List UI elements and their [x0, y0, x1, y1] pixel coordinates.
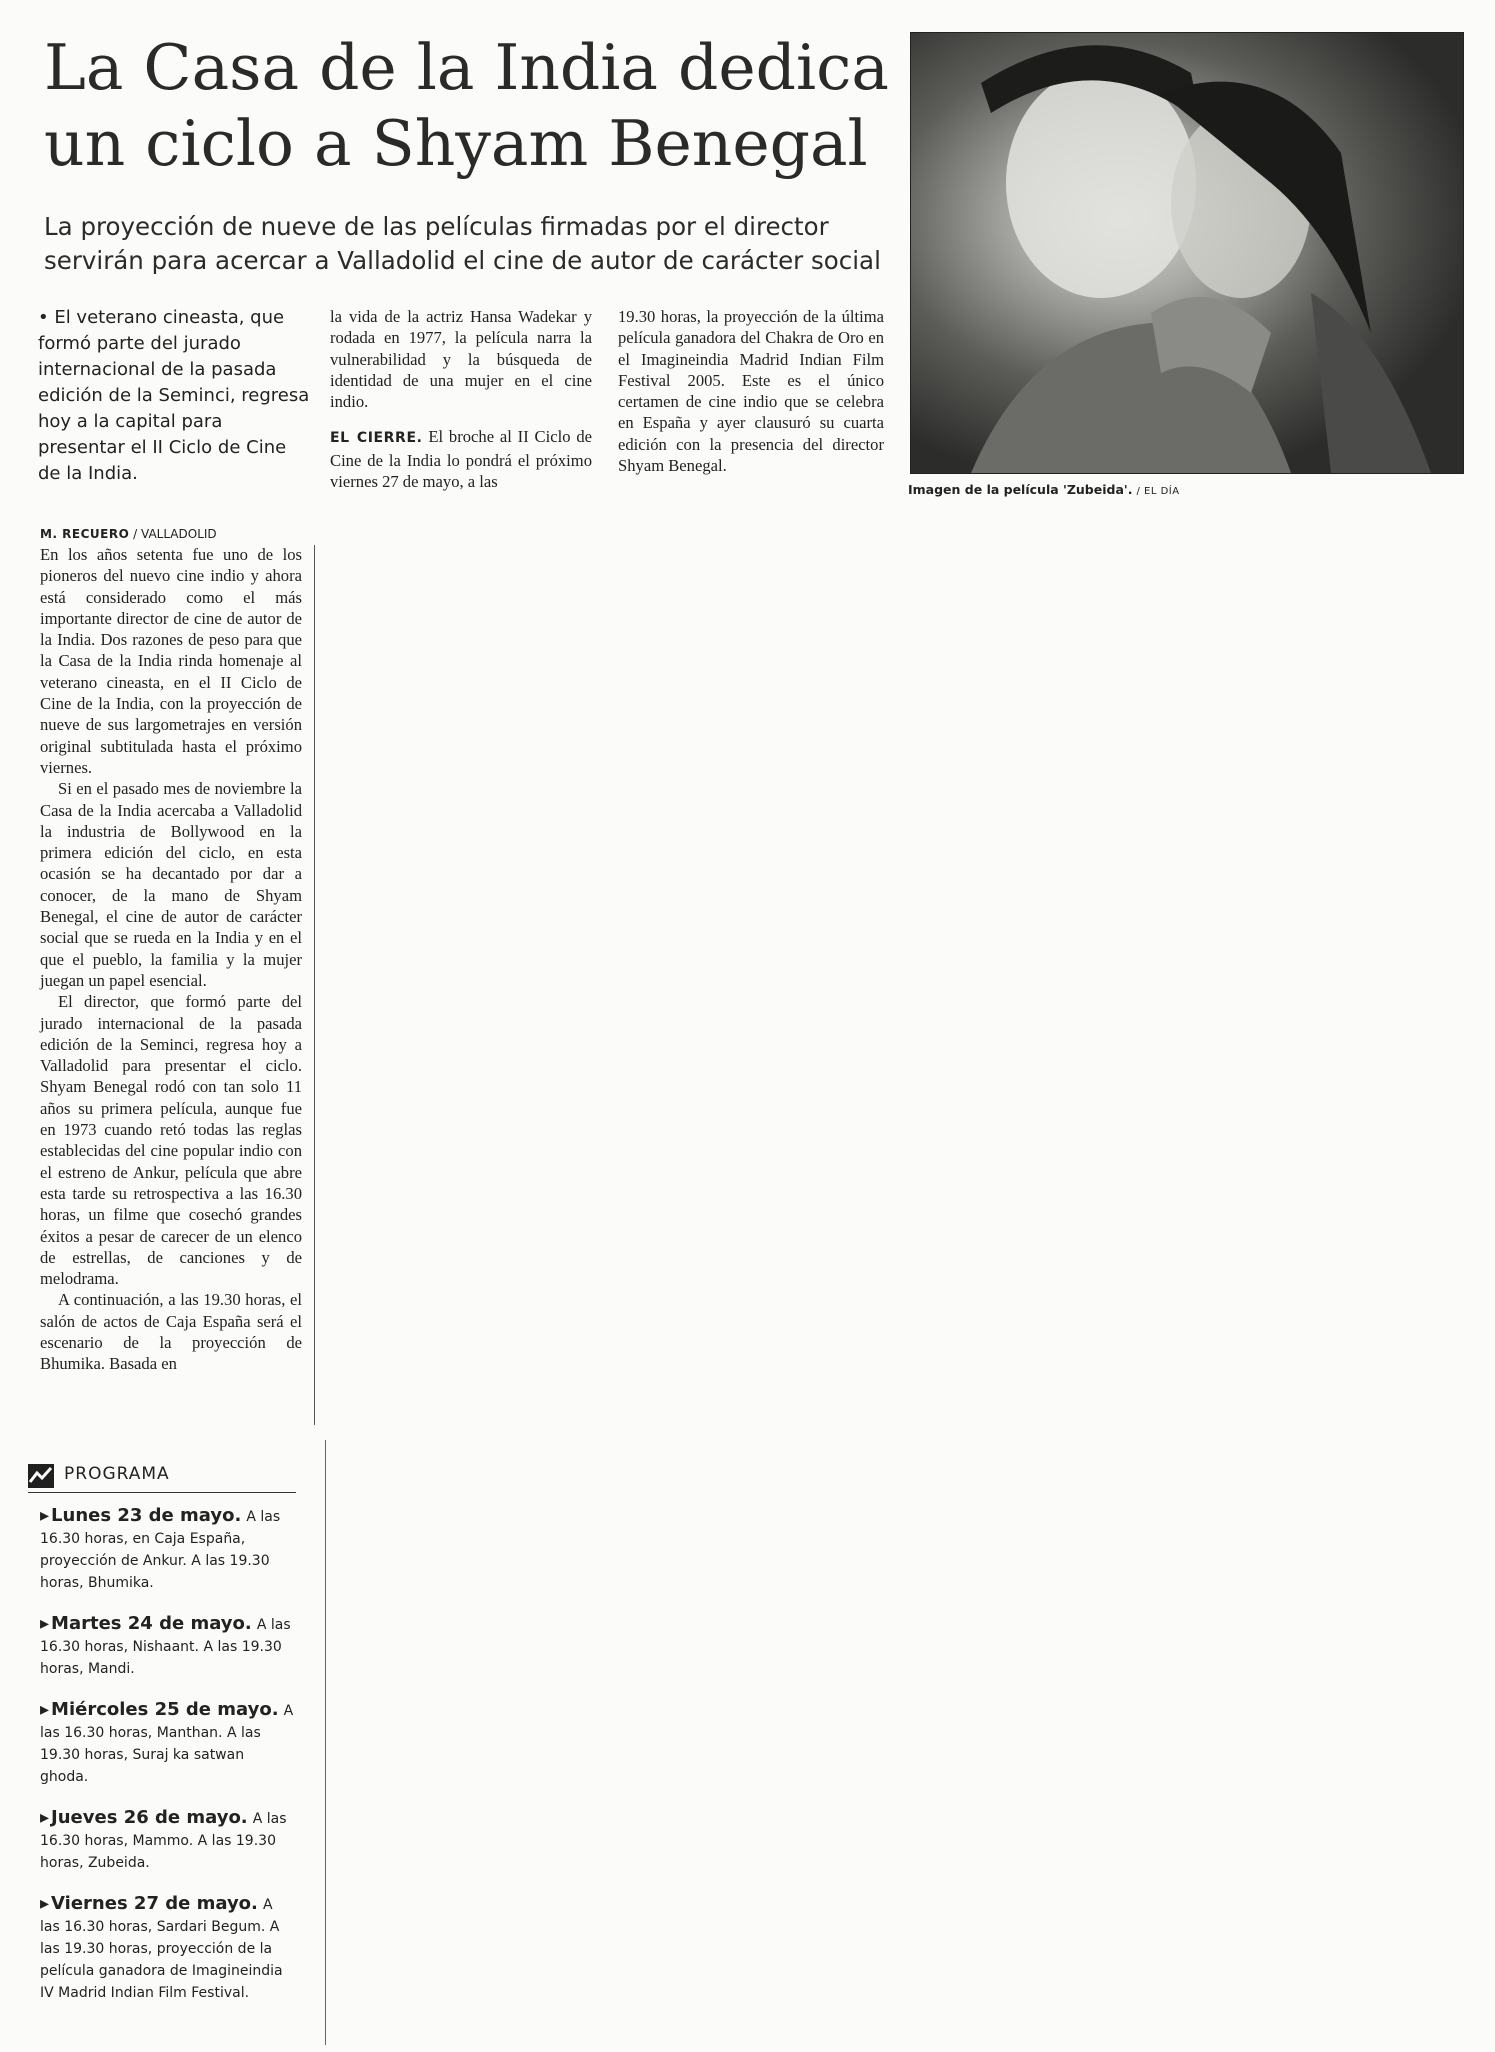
subheadline: La proyección de nueve de las películas firmadas por el director servirán para acercar a Valladolid el cine de autor de carácter social [44, 212, 881, 275]
programa-day: ▸ Lunes 23 de mayo. [40, 1505, 241, 1526]
programa-day: ▸ Jueves 26 de mayo. [40, 1807, 248, 1828]
byline [40, 527, 320, 541]
body-paragraph: Si en el pasado mes de noviembre la Casa de la India acercaba a Valladolid la industria de Bollywood en la primera edición del ciclo, en esta ocasión se ha decantado por dar a conocer, de la mano de Shyam Benegal, el cine de autor de carácter social que se rueda en la India y en el que el pueblo, la familia y la mujer juegan un papel esencial. [40, 779, 302, 990]
programa-text: A las 16.30 horas, Nishaant. A las 19.30 horas, Mandi. [40, 1617, 291, 1677]
programa-text: A las 16.30 horas, Manthan. A las 19.30 horas, Suraj ka satwan ghoda. [40, 1703, 294, 1785]
programa-item [40, 1893, 296, 2004]
programa-item [40, 1699, 296, 1788]
body-paragraph: En los años setenta fue uno de los pioneros del nuevo cine indio y ahora está considerado como el más importante director de cine de autor de la India. Dos razones de peso para que la Casa de la India rinda homenaje al veterano cineasta, en el II Ciclo de Cine de la India, con la proyección de nueve de sus largometrajes en versión original subtitulada hasta el próximo viernes. [40, 545, 302, 777]
body-paragraph: 19.30 horas, la proyección de la última película ganadora del Chakra de Oro en el Imagineindia Madrid Indian Film Festival 2005. Este es el único certamen de cine indio que se celebra en España y ayer clausuró su cuarta edición con la presencia del director Shyam Benegal. [618, 307, 884, 476]
programa-header [28, 1462, 296, 1493]
lead-paragraph: • El veterano cineasta, que formó parte del jurado internacional de la pasada edición de la Seminci, regresa hoy a la capital para presentar el II Ciclo de Cine de la India. [38, 307, 310, 484]
section-label: EL CIERRE. [330, 430, 423, 447]
photo-illustration [911, 33, 1463, 473]
programa-day: ▸ Martes 24 de mayo. [40, 1613, 252, 1634]
programa-text: A las 16.30 horas, Mammo. A las 19.30 horas, Zubeida. [40, 1811, 287, 1871]
programa-text: A las 16.30 horas, en Caja España, proyección de Ankur. A las 19.30 horas, Bhumika. [40, 1509, 281, 1591]
trend-icon [28, 1464, 54, 1488]
body-column-3 [618, 306, 884, 476]
programa-divider [325, 1440, 326, 2045]
body-paragraph: El director, que formó parte del jurado internacional de la pasada edición de la Seminci, regresa hoy a Valladolid para presentar el ciclo. Shyam Benegal rodó con tan solo 11 años su primera película, aunque fue en 1973 cuando retó todas las reglas establecidas del cine popular indio con el estreno de Ankur, película que abre esta tarde su retrospectiva a las 16.30 horas, un filme que cosechó grandes éxitos a pesar de carecer de un elenco de estrellas, de canciones y de melodrama. [40, 992, 302, 1289]
body-paragraph: la vida de la actriz Hansa Wadekar y rodada en 1977, la película narra la vulnerabilidad y la búsqueda de identidad de una mujer en el cine indio. [330, 307, 592, 412]
programa-item [40, 1613, 296, 1680]
programa-text: A las 16.30 horas, Sardari Begum. A las 19.30 horas, proyección de la película ganadora de Imagineindia IV Madrid Indian Film Festival. [40, 1897, 283, 2001]
programa-list [40, 1505, 296, 2023]
article-photo [910, 32, 1464, 474]
section-text: El broche al II Ciclo de Cine de la India lo pondrá el próximo viernes 27 de mayo, a las [330, 427, 592, 492]
programa-item [40, 1505, 296, 1594]
body-column-1 [40, 544, 302, 1375]
programa-item [40, 1807, 296, 1874]
photo-caption [908, 482, 1468, 497]
column-divider [314, 545, 315, 1425]
headline: La Casa de la India dedica un ciclo a Shyam Benegal [44, 31, 889, 180]
section-paragraph [330, 426, 592, 492]
caption-text: Imagen de la película 'Zubeida'. [908, 482, 1133, 497]
body-column-2 [330, 306, 592, 492]
programa-day: ▸ Viernes 27 de mayo. [40, 1893, 258, 1914]
body-paragraph: A continuación, a las 19.30 horas, el salón de actos de Caja España será el escenario de la proyección de Bhumika. Basada en [40, 1290, 302, 1374]
byline-author: M. RECUERO [40, 527, 130, 541]
byline-place: / VALLADOLID [133, 527, 217, 541]
programa-title: PROGRAMA [64, 1464, 170, 1484]
programa-day: ▸ Miércoles 25 de mayo. [40, 1699, 279, 1720]
photo-credit: / EL DÍA [1136, 486, 1180, 497]
